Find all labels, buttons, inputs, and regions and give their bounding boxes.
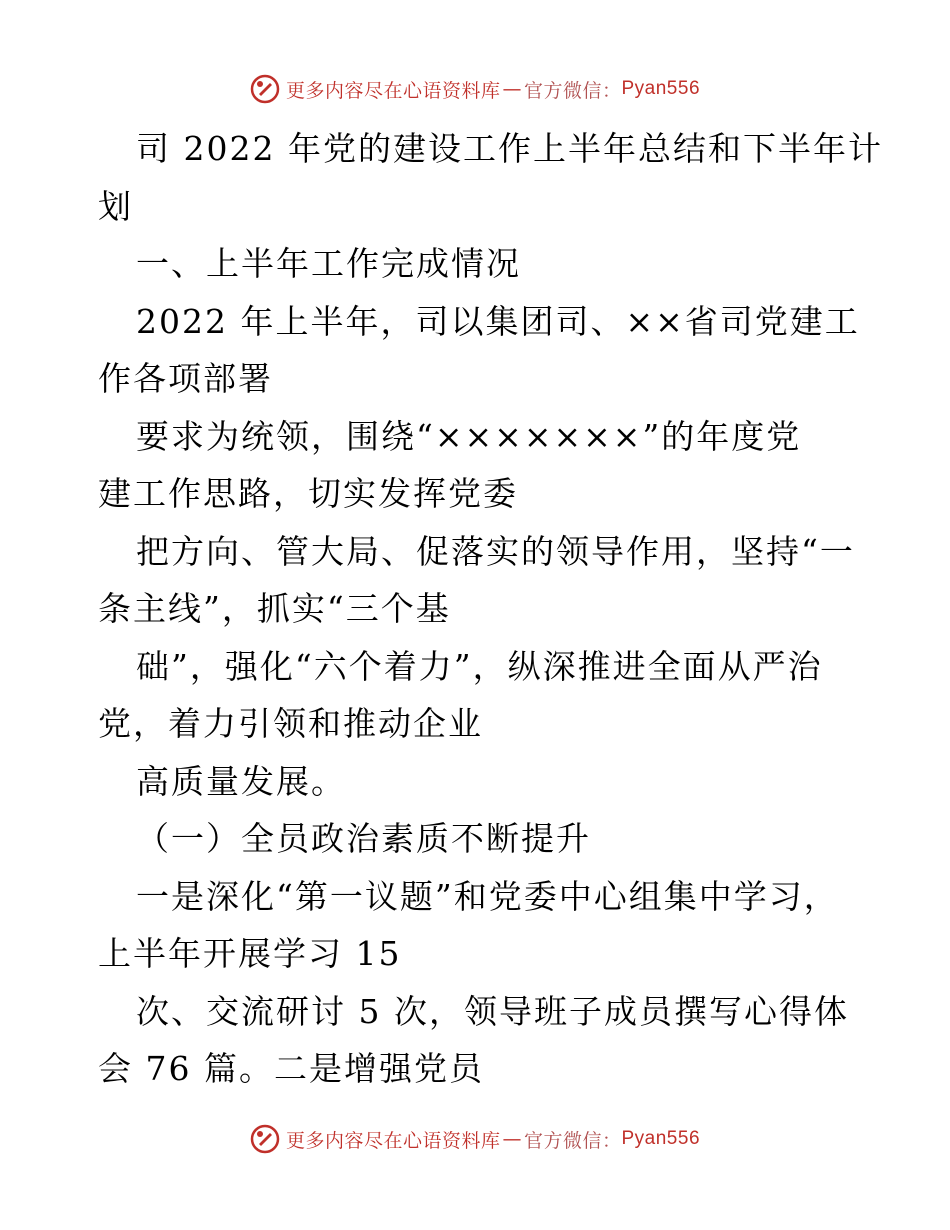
text-line: 党，着力引领和推动企业: [98, 704, 483, 743]
text-line: 础”，强化“六个着力”，纵深推进全面从严治: [136, 646, 823, 686]
text-line: 次、交流研讨 5 次，领导班子成员撰写心得体: [136, 991, 849, 1031]
text-line: 划: [98, 186, 133, 226]
text-line: （一）全员政治素质不断提升: [136, 819, 591, 858]
watermark-separator: —: [502, 1128, 522, 1150]
watermark-wechat-id: Pyan556: [621, 78, 701, 99]
text-line: 把方向、管大局、促落实的领导作用，坚持“一: [136, 531, 855, 571]
text-line: 上半年开展学习 15: [98, 934, 402, 973]
text-line: 条主线”，抓实“三个基: [98, 589, 451, 628]
text-line: 一、上半年工作完成情况: [136, 244, 521, 283]
document-body: [98, 120, 883, 1098]
watermark-wechat-label: 官方微信：: [523, 1129, 622, 1152]
text-line: 会 76 篇。二是增强党员: [98, 1049, 484, 1088]
logo-icon: [250, 1124, 280, 1154]
watermark-wechat-id: Pyan556: [621, 1128, 701, 1149]
watermark-footer: [0, 1124, 950, 1154]
watermark-wechat-label: 官方微信：: [523, 79, 622, 102]
text-line: 要求为统领，围绕“×××××××”的年度党: [136, 416, 802, 456]
watermark-text: 更多内容尽在心语资料库: [285, 79, 501, 102]
watermark-header: [0, 74, 950, 104]
text-line: 建工作思路，切实发挥党委: [98, 474, 518, 513]
text-line: 一是深化“第一议题”和党委中心组集中学习，: [136, 876, 839, 916]
text-line: 司 2022 年党的建设工作上半年总结和下半年计: [136, 129, 883, 168]
text-line: 2022 年上半年，司以集团司、××省司党建工: [136, 301, 860, 341]
watermark-separator: —: [502, 78, 522, 100]
logo-icon: [250, 74, 280, 104]
text-line: 高质量发展。: [136, 761, 346, 801]
watermark-text: 更多内容尽在心语资料库: [285, 1129, 501, 1152]
text-line: 作各项部署: [98, 359, 273, 398]
